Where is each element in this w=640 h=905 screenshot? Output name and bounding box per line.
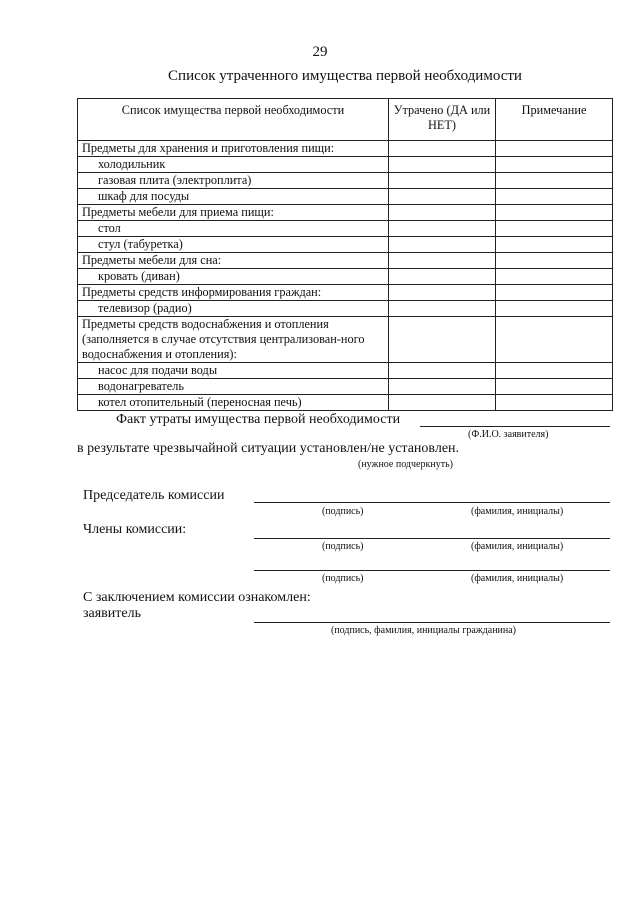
row-lost-cell[interactable] [389, 363, 496, 379]
row-item-label: Предметы мебели для сна: [78, 253, 389, 269]
row-item-label: шкаф для посуды [78, 189, 389, 205]
table-row [78, 141, 613, 157]
row-item-label: водонагреватель [78, 379, 389, 395]
row-note-cell[interactable] [496, 285, 613, 301]
table-row [78, 237, 613, 253]
row-item-label: котел отопительный (переносная печь) [78, 395, 389, 411]
row-note-cell[interactable] [496, 269, 613, 285]
member2-signature-caption: (подпись) [322, 573, 364, 584]
table-body [78, 141, 613, 411]
row-lost-cell[interactable] [389, 157, 496, 173]
row-note-cell[interactable] [496, 363, 613, 379]
chairman-name-caption: (фамилия, инициалы) [471, 506, 564, 517]
member1-name-caption: (фамилия, инициалы) [471, 541, 564, 552]
row-lost-cell[interactable] [389, 269, 496, 285]
applicant-caption: (подпись, фамилия, инициалы гражданина) [331, 625, 517, 636]
row-note-cell[interactable] [496, 173, 613, 189]
row-lost-cell[interactable] [389, 221, 496, 237]
member2-name-caption: (фамилия, инициалы) [471, 573, 564, 584]
chairman-label: Председатель комиссии [83, 488, 225, 503]
table-row [78, 317, 613, 363]
row-item-label: телевизор (радио) [78, 301, 389, 317]
table-row [78, 285, 613, 301]
applicant-signature-line [254, 622, 610, 623]
row-item-label: газовая плита (электроплита) [78, 173, 389, 189]
acknowledgment-line1: С заключением комиссии ознакомлен: [83, 590, 311, 605]
member2-signature-line [254, 570, 610, 571]
table-row [78, 221, 613, 237]
members-label: Члены комиссии: [83, 522, 187, 537]
row-note-cell[interactable] [496, 379, 613, 395]
row-lost-cell[interactable] [389, 301, 496, 317]
property-table [77, 98, 613, 411]
row-item-label: Предметы мебели для приема пищи: [78, 205, 389, 221]
row-note-cell[interactable] [496, 395, 613, 411]
fact-label: Факт утраты имущества первой необходимости [116, 412, 401, 427]
document-title: Список утраченного имущества первой необходимости [168, 68, 522, 84]
row-lost-cell[interactable] [389, 173, 496, 189]
chairman-signature-line [254, 502, 610, 503]
row-note-cell[interactable] [496, 205, 613, 221]
row-item-label: кровать (диван) [78, 269, 389, 285]
row-note-cell[interactable] [496, 237, 613, 253]
chairman-signature-caption: (подпись) [322, 506, 364, 517]
row-note-cell[interactable] [496, 253, 613, 269]
row-lost-cell[interactable] [389, 285, 496, 301]
row-note-cell[interactable] [496, 189, 613, 205]
fio-signature-line [420, 426, 610, 427]
row-lost-cell[interactable] [389, 141, 496, 157]
row-note-cell[interactable] [496, 317, 613, 363]
row-lost-cell[interactable] [389, 379, 496, 395]
table-row [78, 173, 613, 189]
row-note-cell[interactable] [496, 221, 613, 237]
table-row [78, 205, 613, 221]
row-note-cell[interactable] [496, 157, 613, 173]
row-item-label: стол [78, 221, 389, 237]
table-row [78, 395, 613, 411]
table-row [78, 253, 613, 269]
table-header-row [78, 99, 613, 141]
page-number: 29 [312, 44, 328, 60]
table-row [78, 269, 613, 285]
row-item-label: насос для подачи воды [78, 363, 389, 379]
acknowledgment-line2: заявитель [83, 606, 141, 621]
row-item-label: холодильник [78, 157, 389, 173]
table-row [78, 301, 613, 317]
row-lost-cell[interactable] [389, 205, 496, 221]
row-item-label: стул (табуретка) [78, 237, 389, 253]
table-row [78, 157, 613, 173]
result-text: в результате чрезвычайной ситуации установлен/не установлен. [77, 441, 460, 456]
row-lost-cell[interactable] [389, 189, 496, 205]
table-row [78, 189, 613, 205]
fio-caption: (Ф.И.О. заявителя) [468, 429, 549, 440]
header-note: Примечание [496, 99, 613, 141]
row-note-cell[interactable] [496, 141, 613, 157]
row-item-label: Предметы для хранения и приготовления пищи: [78, 141, 389, 157]
underline-caption: (нужное подчеркнуть) [358, 459, 453, 470]
row-item-label: Предметы средств водоснабжения и отопления (заполняется в случае отсутствия централизован-ного водоснабжения и отопления): [78, 317, 389, 363]
row-lost-cell[interactable] [389, 253, 496, 269]
member1-signature-caption: (подпись) [322, 541, 364, 552]
row-item-label: Предметы средств информирования граждан: [78, 285, 389, 301]
row-note-cell[interactable] [496, 301, 613, 317]
table-row [78, 379, 613, 395]
header-lost: Утрачено (ДА или НЕТ) [389, 99, 496, 141]
row-lost-cell[interactable] [389, 237, 496, 253]
member1-signature-line [254, 538, 610, 539]
row-lost-cell[interactable] [389, 317, 496, 363]
table-row [78, 363, 613, 379]
row-lost-cell[interactable] [389, 395, 496, 411]
header-item-list: Список имущества первой необходимости [78, 99, 389, 141]
